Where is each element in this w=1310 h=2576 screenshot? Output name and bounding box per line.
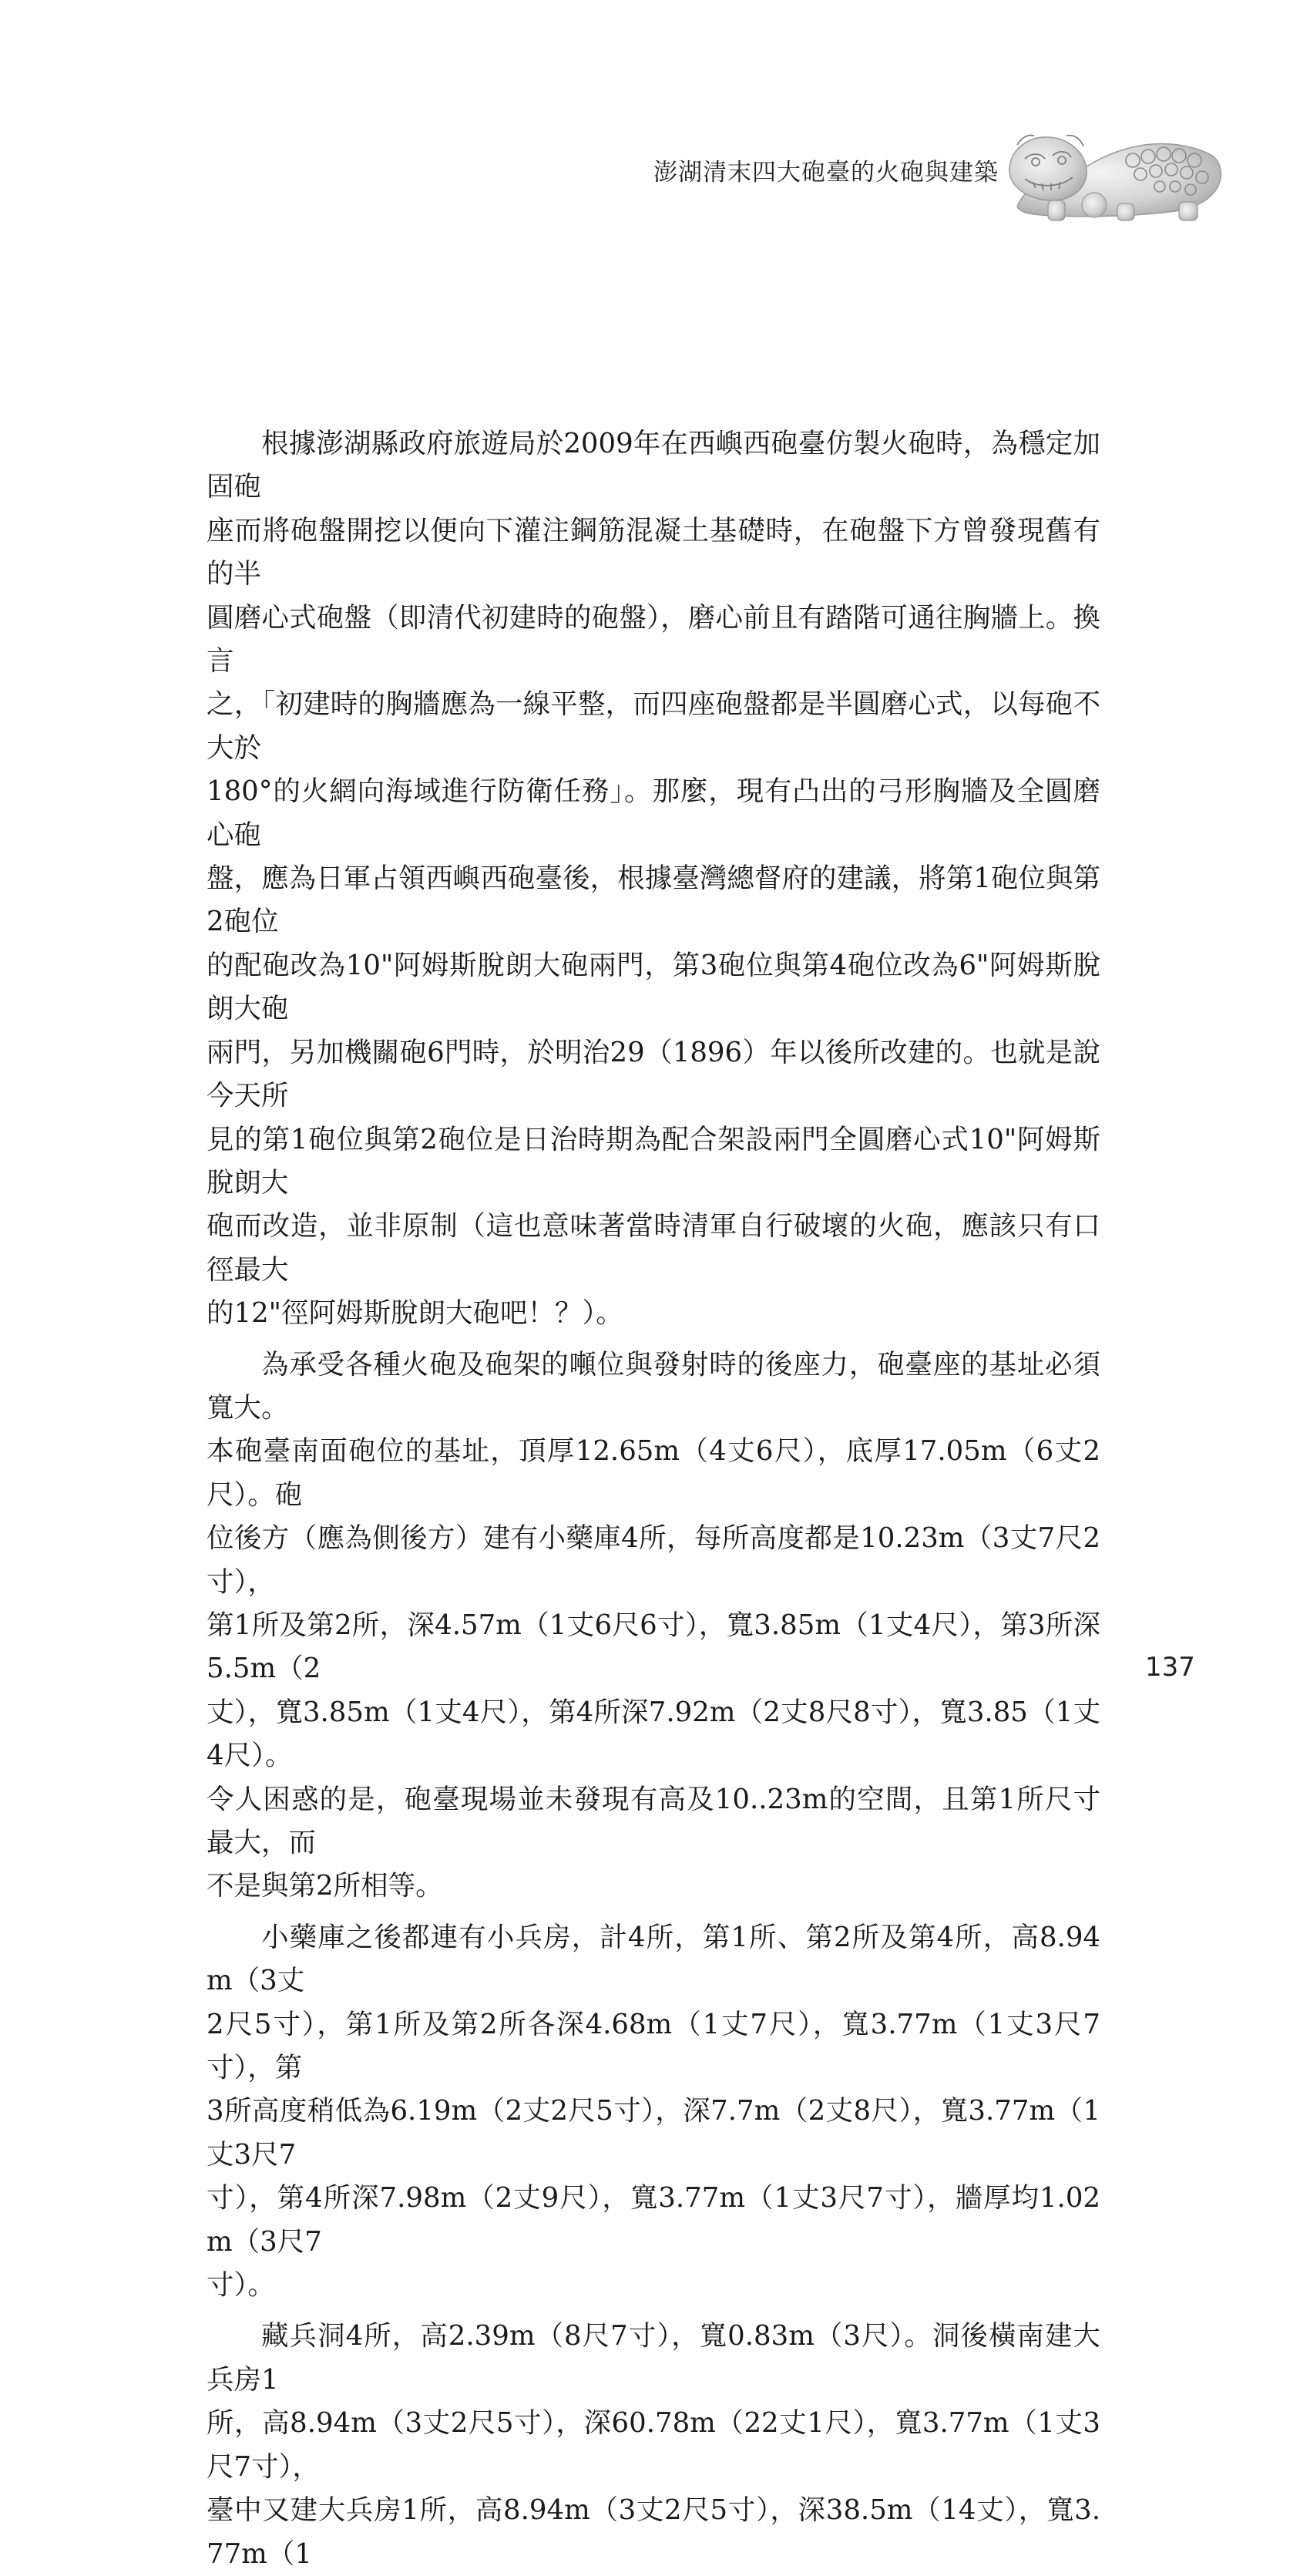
running-header-title: 澎湖清末四大砲臺的火砲與建築 — [653, 159, 999, 187]
page-number: 137 — [1145, 1652, 1195, 1683]
paragraph-3: 小藥庫之後都連有小兵房，計4所，第1所、第2所及第4所，高8.94m（3丈 2尺5寸），第1所及第2所各深4.68m（1丈7尺），寬3.77m（1丈3尺7寸），第 3所高度稍低為6.19m（2丈2尺5寸），深7.7m（2丈8尺），寬3.77m（1丈3尺7 寸），第4所深7.98m（2丈9尺），寬3.77m（1丈3尺7寸），牆厚均1.02m（3尺7 寸）。 — [207, 1921, 1100, 2302]
body-text — [207, 422, 1100, 2570]
paragraph-2: 為承受各種火砲及砲架的噸位與發射時的後座力，砲臺座的基址必須寬大。 本砲臺南面砲位的基址，頂厚12.65m（4丈6尺），底厚17.05m（6丈2尺）。砲 位後方（應為側後方）建有小藥庫4所，每所高度都是10.23m（3丈7尺2寸）， 第1所及第2所，深4.57m（1丈6尺6寸），寬3.85m（1丈4尺），第3所深5.5m（2 丈），寬3.85m（1丈4尺），第4所深7.92m（2丈8尺8寸），寬3.85（1丈4尺）。 令人困惑的是，砲臺現場並未發現有高及10..23m的空間，且第1所尺寸最大，而 不是與第2所相等。 — [207, 1348, 1100, 1902]
paragraph-4: 藏兵洞4所，高2.39m（8尺7寸），寬0.83m（3尺）。洞後橫南建大兵房1 所，高8.94m（3丈2尺5寸），深60.78m（22丈1尺），寬3.77m（1丈3尺7寸）， 臺中又建大兵房1所，高8.94m（3丈2尺5寸），深38.5m（14丈），寬3.77m（1 — [207, 2320, 1100, 2570]
stone-lion-icon — [1002, 114, 1225, 230]
paragraph-1: 根據澎湖縣政府旅遊局於2009年在西嶼西砲臺仿製火砲時，為穩定加固砲 座而將砲盤開挖以便向下灌注鋼筋混凝土基礎時，在砲盤下方曾發現舊有的半 圓磨心式砲盤（即清代初建時的砲盤），磨心前且有踏階可通往胸牆上。換言 之，「初建時的胸牆應為一線平整，而四座砲盤都是半圓磨心式，以每砲不大於 180°的火網向海域進行防衛任務」。那麼，現有凸出的弓形胸牆及全圓磨心砲 盤，應為日軍占領西嶼西砲臺後，根據臺灣總督府的建議，將第1砲位與第2砲位 的配砲改為10"阿姆斯脫朗大砲兩門，第3砲位與第4砲位改為6"阿姆斯脫朗大砲 兩門，另加機關砲6門時，於明治29（1896）年以後所改建的。也就是說今天所 見的第1砲位與第2砲位是日治時期為配合架設兩門全圓磨心式10"阿姆斯脫朗大 砲而改造，並非原制（這也意味著當時清軍自行破壞的火砲，應該只有口徑最大 的12"徑阿姆斯脫朗大砲吧！？）。 — [207, 428, 1100, 1330]
